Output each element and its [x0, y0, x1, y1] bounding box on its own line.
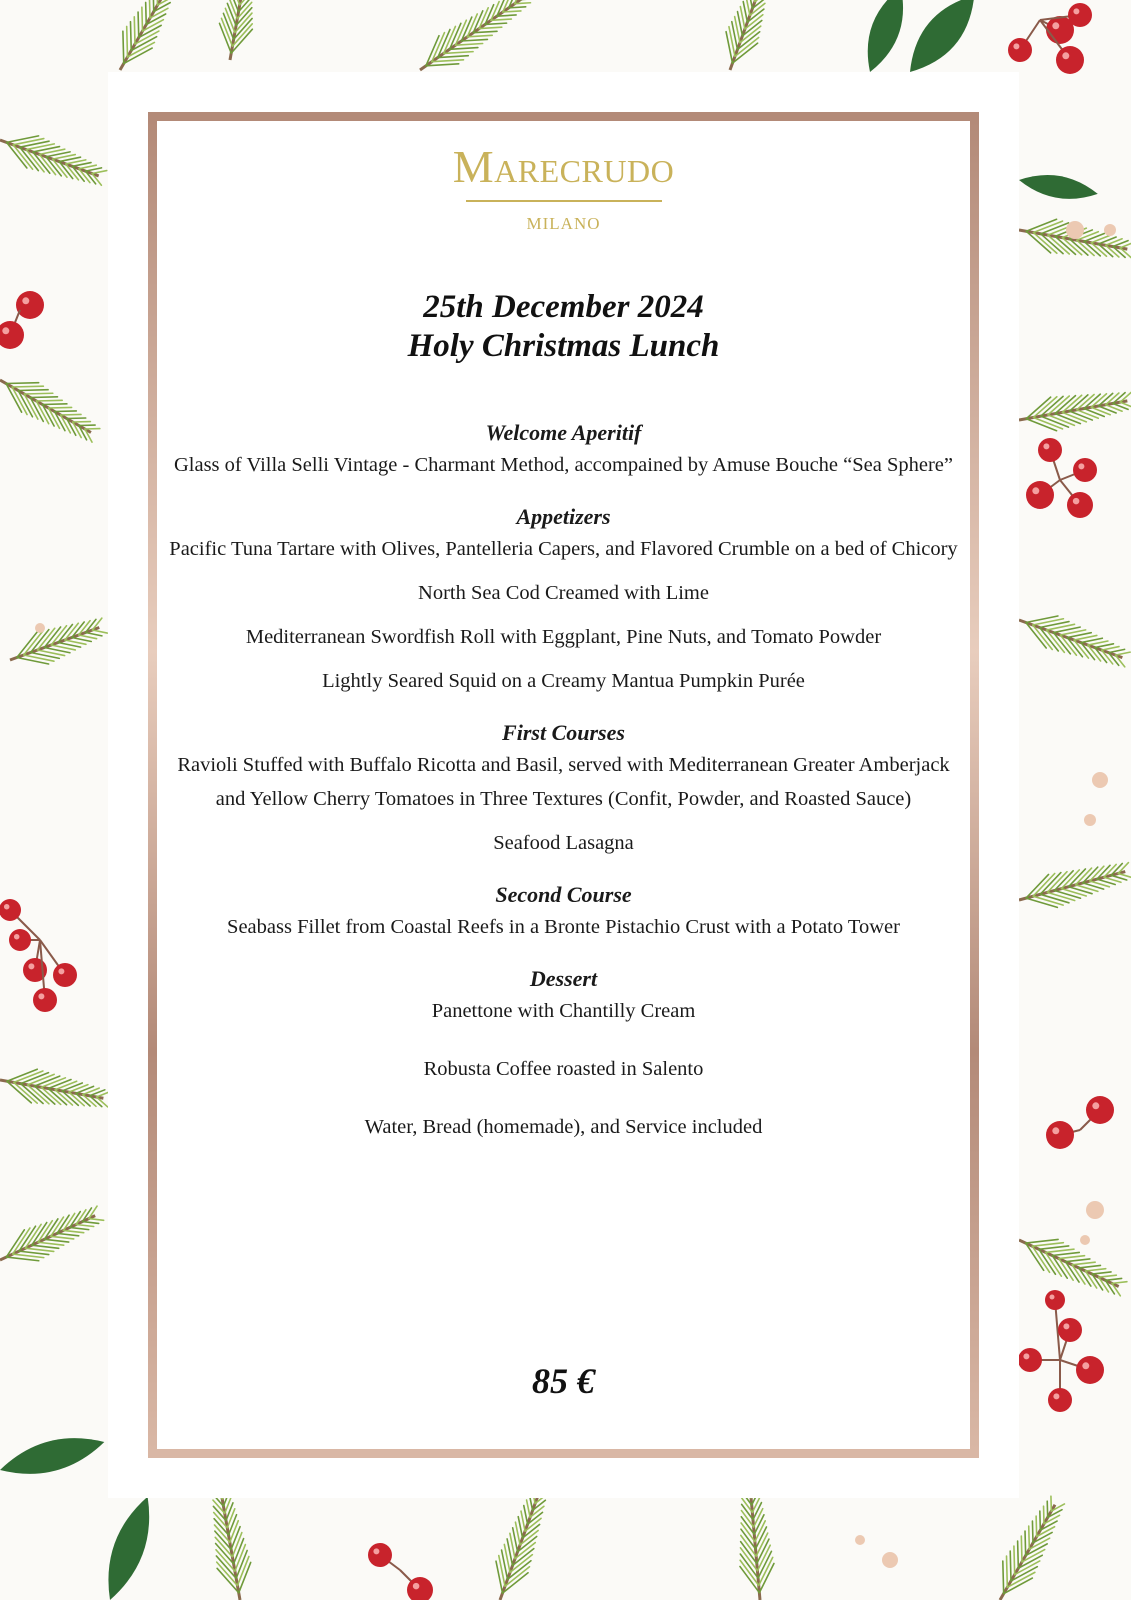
berries-right-3-berry-shine	[1050, 1295, 1055, 1300]
confetti-dot	[1084, 814, 1096, 826]
berries-left-1-berry-shine	[2, 327, 9, 334]
pine-left-2-needle	[42, 404, 66, 405]
pine-left-4-needle	[69, 1085, 88, 1092]
pine-right-3-needle	[1102, 647, 1119, 651]
berries-right-2-berry	[1086, 1096, 1114, 1124]
confetti-dot	[1066, 221, 1084, 239]
leaf-left-1	[0, 1428, 108, 1485]
pine-top-2-needle	[227, 3, 236, 25]
pine-left-4-needle	[62, 1083, 82, 1091]
berries-right-2-berry-shine	[1052, 1127, 1059, 1134]
berries-left-1-berry	[0, 321, 24, 349]
pine-top-1-needle	[146, 2, 147, 24]
pine-left-4-needle	[55, 1081, 77, 1089]
berries-top-berry	[1008, 38, 1032, 62]
event-title: Holy Christmas Lunch	[407, 328, 720, 364]
pine-bottom-4-needle	[1021, 1536, 1022, 1562]
berries-left-2-berry-shine	[28, 963, 34, 969]
pine-right-4-needle	[1062, 889, 1087, 896]
leaf-top-2	[897, 0, 987, 83]
pine-top-3-stem	[420, 0, 526, 70]
pine-bottom-1-needle	[227, 1509, 234, 1528]
brand-city: MILANO	[526, 214, 601, 233]
pine-right-5-stem	[1019, 1240, 1119, 1286]
pine-left-2-needle	[55, 411, 77, 412]
pine-bottom-4-needle	[1010, 1551, 1011, 1581]
section-title-first-courses: First Courses	[502, 720, 625, 745]
pine-left-3-needle	[65, 640, 86, 644]
pine-left-5-needle	[32, 1245, 59, 1248]
pine-top-1-needle	[138, 12, 139, 37]
leaf-top-1	[857, 0, 914, 77]
pine-left-2-needle	[61, 414, 81, 415]
menu-item: Mediterranean Swordfish Roll with Eggplant, Pine Nuts, and Tomato Powder	[245, 626, 882, 648]
section-title-dessert: Dessert	[529, 966, 598, 991]
pine-right-5-needle	[1112, 1282, 1127, 1284]
berries-right-1-berry	[1026, 481, 1054, 509]
pine-bottom-1-needle	[231, 1527, 240, 1550]
pine-left-5-needle	[38, 1242, 64, 1245]
menu-item: Lightly Seared Squid on a Creamy Mantua Pumpkin Purée	[322, 670, 805, 692]
confetti-dot	[1092, 772, 1108, 788]
pine-left-3-needle	[72, 638, 91, 642]
berries-left-2-berry	[0, 899, 21, 921]
menu-item: Seabass Fillet from Coastal Reefs in a Bronte Pistachio Crust with a Potato Tower	[227, 916, 900, 938]
pine-right-5-needle	[1066, 1259, 1090, 1262]
berries-left-2-berry-shine	[14, 934, 20, 940]
pine-left-2-needle	[48, 407, 71, 408]
berries-bottom-berry-shine	[413, 1583, 420, 1590]
brand-name: Marecrudo	[452, 141, 675, 192]
pine-bottom-4-needle	[1025, 1531, 1026, 1555]
pine-left-5-needle	[44, 1239, 68, 1242]
confetti-dot	[882, 1552, 898, 1568]
pine-left-2-stem	[0, 380, 91, 433]
leaf-right-1-shape	[1017, 169, 1100, 205]
pine-left-2-needle	[24, 393, 53, 394]
pine-bottom-4-needle	[1036, 1516, 1037, 1536]
pine-top-4-needle	[749, 0, 752, 8]
berries-right-3-berry-shine	[1023, 1353, 1029, 1359]
berries-top-berry-shine	[1013, 43, 1019, 49]
pine-left-5-needle	[70, 1227, 89, 1229]
pine-right-1-needle	[1091, 235, 1110, 242]
berries-right-3-berry	[1076, 1356, 1104, 1384]
pine-right-4-needle	[1047, 892, 1074, 900]
berries-right-1-berry	[1038, 438, 1062, 462]
pine-top-1-needle	[134, 17, 135, 44]
pine-left-3-needle	[79, 635, 97, 639]
berries-left-2-berry-shine	[4, 904, 10, 910]
pine-left-1-needle	[86, 168, 102, 171]
pine-bottom-2-needle	[521, 1511, 525, 1531]
pine-right-5-needle	[1072, 1262, 1095, 1265]
pine-right-5-needle	[1079, 1265, 1101, 1267]
berries-left-2-berry-shine	[58, 968, 64, 974]
pine-bottom-3-needle	[754, 1509, 763, 1527]
event-date: 25th December 2024	[423, 289, 704, 325]
pine-left-1-needle	[66, 160, 86, 164]
pine-bottom-4-needle	[1029, 1526, 1030, 1549]
pine-bottom-4-needle	[1003, 1561, 1004, 1594]
berries-right-1-berry-shine	[1078, 463, 1084, 469]
pine-left-2-needle	[36, 400, 62, 401]
pine-left-5-needle	[63, 1230, 83, 1232]
pine-right-5-needle	[1059, 1256, 1085, 1259]
menu-body	[168, 418, 959, 1144]
pine-top-4-needle	[746, 0, 750, 15]
pine-right-5-needle	[1032, 1243, 1063, 1247]
pine-bottom-3-needle	[752, 1497, 760, 1513]
pine-right-5-needle	[1105, 1278, 1121, 1280]
pine-left-5-needle	[19, 1251, 49, 1254]
pine-top-1-needle	[123, 31, 124, 63]
menu-item: Glass of Villa Selli Vintage - Charmant Method, accompained by Amuse Bouche “Sea Sphere”	[173, 454, 953, 476]
pine-bottom-3-needle	[753, 1503, 761, 1520]
berries-right-2-berry	[1046, 1121, 1074, 1149]
menu-item: Panettone with Chantilly Cream	[431, 1000, 696, 1022]
berries-bottom-berry-shine	[373, 1548, 379, 1554]
leaf-top-1-shape	[857, 0, 914, 77]
pine-top-1-needle	[127, 26, 128, 57]
pine-left-2-needle	[30, 397, 57, 398]
pine-right-3-needle	[1109, 649, 1125, 652]
pine-left-5-needle	[13, 1254, 44, 1258]
section-title-welcome: Welcome Aperitif	[485, 420, 642, 445]
berries-left-2-berry	[33, 988, 57, 1012]
pine-right-3-needle	[1088, 641, 1108, 645]
berries-right-1-berry-shine	[1032, 487, 1039, 494]
pine-right-5-needle	[1026, 1239, 1058, 1243]
pine-right-4-needle	[1069, 887, 1092, 894]
berries-right-2-berry-shine	[1092, 1102, 1099, 1109]
pine-right-4-needle	[1033, 896, 1063, 905]
pine-right-5-needle	[1052, 1252, 1079, 1255]
pine-right-3-needle	[1115, 652, 1130, 655]
leaf-right-1	[1017, 169, 1100, 205]
pine-bottom-4-needle	[1014, 1546, 1015, 1575]
pine-left-4-needle	[76, 1086, 94, 1093]
pine-right-4-needle	[1118, 873, 1131, 877]
confetti-dot	[35, 623, 45, 633]
leaf-left-1-shape	[0, 1428, 108, 1485]
berries-right-3-berry-shine	[1053, 1393, 1059, 1399]
confetti-dot	[1104, 224, 1116, 236]
pine-bottom-2-needle	[527, 1500, 531, 1517]
pine-top-1-needle	[149, 0, 150, 18]
pine-right-3-needle	[1081, 638, 1102, 642]
pine-left-5-needle	[6, 1257, 38, 1261]
pine-top-3-needle	[509, 7, 526, 8]
confetti-dot	[855, 1535, 865, 1545]
pine-left-1-needle	[92, 171, 107, 174]
berries-top-berry	[1056, 46, 1084, 74]
coffee-note: Robusta Coffee roasted in Salento	[423, 1058, 704, 1080]
pine-left-5-needle	[51, 1236, 74, 1239]
pine-top-3-needle	[503, 11, 521, 12]
pine-left-5-needle	[89, 1219, 104, 1221]
pine-left-5-needle	[25, 1248, 53, 1251]
restaurant-logo	[108, 141, 1019, 234]
berries-left-2-berry	[9, 929, 31, 951]
pine-left-2-needle	[12, 386, 43, 387]
pine-right-5-needle	[1099, 1275, 1117, 1277]
pine-top-4-needle	[743, 2, 747, 23]
pine-right-5-needle	[1046, 1249, 1074, 1252]
confetti-dot	[1086, 1201, 1104, 1219]
pine-bottom-4-stem	[1000, 1505, 1055, 1600]
logo-divider	[466, 200, 662, 202]
leaf-top-2-shape	[897, 0, 987, 83]
pine-left-1-needle	[72, 163, 91, 167]
berries-top-berry-shine	[1073, 8, 1079, 14]
pine-left-3-needle	[86, 633, 102, 636]
pine-left-1-needle	[79, 165, 96, 169]
leaf-bottom-1-shape	[96, 1492, 162, 1600]
pine-top-1-needle	[142, 7, 143, 31]
berries-right-3-berry-shine	[1063, 1323, 1069, 1329]
pine-right-1-needle	[1084, 233, 1104, 241]
menu-item: North Sea Cod Creamed with Lime	[418, 582, 709, 604]
pine-right-2-needle	[1084, 409, 1104, 417]
pine-right-4-needle	[1040, 894, 1069, 903]
pine-bottom-4-needle	[1018, 1541, 1019, 1568]
menu-item: Seafood Lasagna	[493, 832, 634, 854]
pine-left-2-needle	[18, 390, 48, 391]
included-note: Water, Bread (homemade), and Service included	[364, 1116, 763, 1138]
menu-item: Ravioli Stuffed with Buffalo Ricotta and Basil, served with Mediterranean Greater Amberjack and Yellow Cherry Tomatoes in Three Textures (Confit, Powder, and Roasted Sauce)	[177, 754, 950, 810]
berries-right-1-berry-shine	[1073, 498, 1080, 505]
pine-left-1-needle	[7, 136, 39, 143]
leaf-bottom-1	[96, 1492, 162, 1600]
berries-right-3-berry	[1045, 1290, 1065, 1310]
pine-left-2-needle	[67, 418, 86, 419]
berries-left-2-berry	[53, 963, 77, 987]
pine-left-5-needle	[57, 1233, 79, 1235]
menu-card	[108, 72, 1019, 1498]
pine-right-2-needle	[1070, 411, 1093, 420]
menu-item: Pacific Tuna Tartare with Olives, Pantelleria Capers, and Flavored Crumble on a bed of Chicory	[169, 538, 958, 560]
pine-right-4-needle	[1054, 891, 1080, 899]
pine-top-3-needle	[515, 3, 531, 4]
berries-right-1-berry-shine	[1043, 443, 1049, 449]
menu-price: 85 €	[532, 1361, 595, 1401]
pine-left-2-needle	[6, 383, 39, 384]
pine-top-1-needle	[130, 22, 131, 51]
berries-right-1-berry	[1073, 458, 1097, 482]
berries-left-1-berry-shine	[22, 297, 29, 304]
berries-right-1-berry	[1067, 492, 1093, 518]
pine-right-2-needle	[1091, 407, 1110, 414]
berries-right-3-berry	[1058, 1318, 1082, 1342]
section-title-appetizers: Appetizers	[516, 504, 611, 529]
pine-right-3-needle	[1095, 644, 1114, 648]
confetti-dot	[1080, 1235, 1090, 1245]
pine-bottom-2-needle	[518, 1517, 522, 1538]
pine-right-5-needle	[1085, 1269, 1105, 1271]
pine-left-3-needle	[92, 630, 107, 633]
berries-left-2-berry-shine	[38, 993, 44, 999]
pine-left-5-needle	[76, 1225, 94, 1227]
pine-bottom-1-needle	[229, 1515, 237, 1535]
pine-bottom-4-needle	[1040, 1511, 1041, 1530]
pine-bottom-1-needle	[230, 1521, 238, 1543]
pine-right-5-needle	[1039, 1246, 1069, 1249]
berries-bottom-berry	[368, 1543, 392, 1567]
berries-right-3-berry	[1018, 1348, 1042, 1372]
berries-left-1-berry	[16, 291, 44, 319]
pine-bottom-4-needle	[1007, 1556, 1008, 1587]
berries-top-berry	[1068, 3, 1092, 27]
berries-right-3-berry	[1048, 1388, 1072, 1412]
pine-right-2-needle	[1077, 410, 1099, 418]
event-heading	[108, 288, 1019, 366]
pine-left-5-stem	[0, 1216, 95, 1260]
berries-right-3-berry-shine	[1082, 1362, 1089, 1369]
berries-top-berry-shine	[1052, 22, 1059, 29]
section-title-second-course: Second Course	[495, 882, 632, 907]
pine-bottom-2-needle	[524, 1506, 528, 1525]
pine-right-5-needle	[1092, 1272, 1111, 1274]
pine-left-5-needle	[82, 1222, 98, 1224]
pine-bottom-4-needle	[1032, 1521, 1033, 1543]
berries-top-berry-shine	[1062, 52, 1069, 59]
